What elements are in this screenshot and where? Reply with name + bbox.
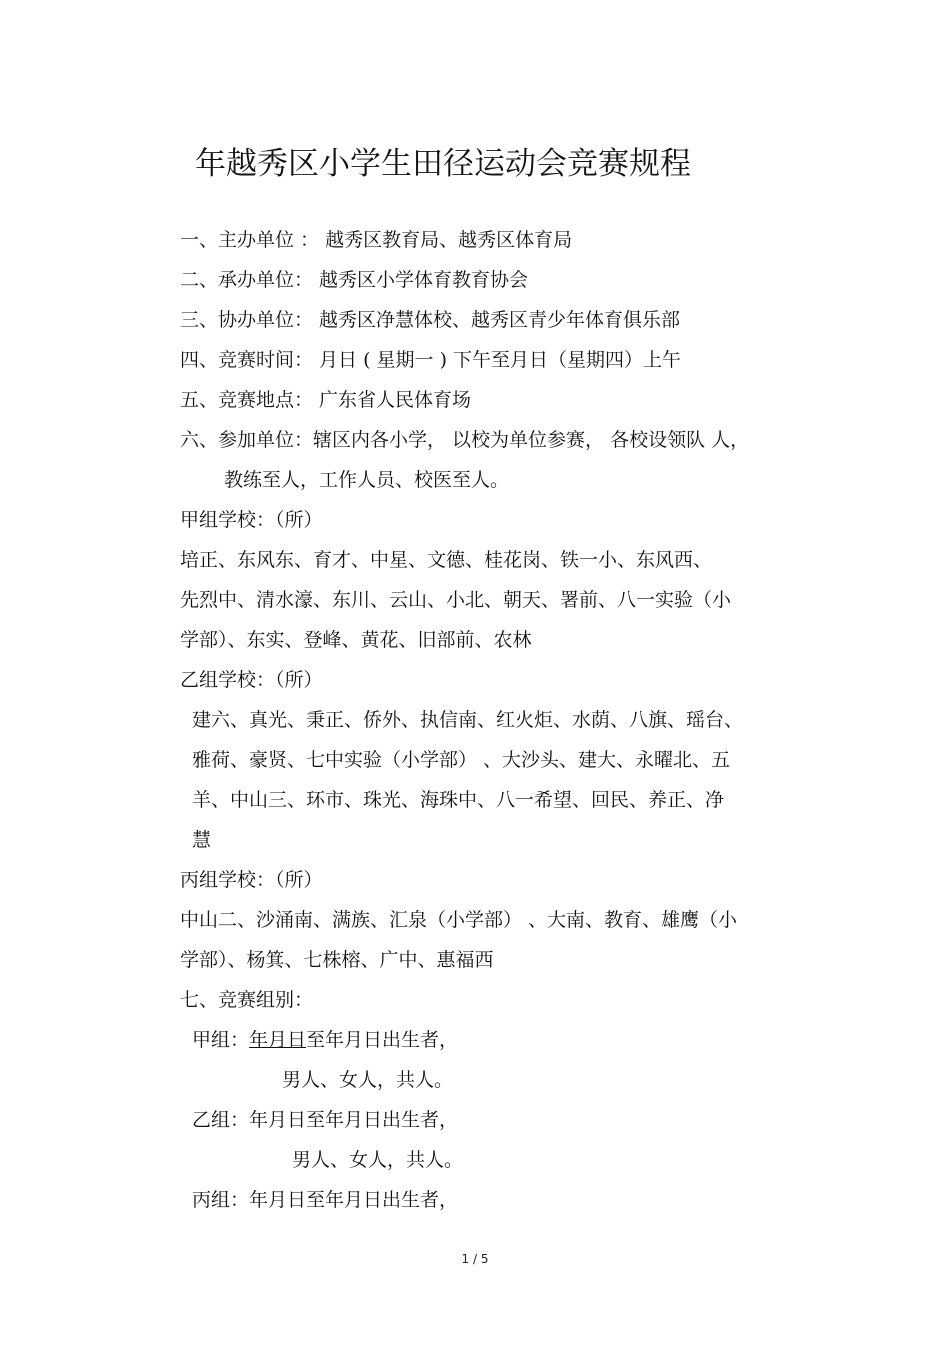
group-c-line: 中山二、沙涌南、满族、汇泉（小学部） 、大南、教育、雄鹰（小	[180, 909, 738, 931]
division-b-count: 男人、女人，共人。	[292, 1149, 464, 1171]
section-time: 四、竞赛时间： 月日 ( 星期一 ) 下午至月日（星期四）上午	[180, 349, 682, 371]
group-c-heading: 丙组学校：（所）	[180, 869, 323, 891]
section-host: 二、承办单位： 越秀区小学体育教育协会	[180, 269, 529, 291]
section-co-organizer: 三、协办单位： 越秀区净慧体校、越秀区青少年体育俱乐部	[180, 309, 681, 331]
group-a-line: 培正、东风东、育才、中星、文德、桂花岗、铁一小、东风西、	[180, 549, 713, 571]
division-a-underlined-date: 年月日	[249, 1029, 307, 1051]
divisions-heading: 七、竞赛组别：	[180, 989, 314, 1011]
division-b-line: 乙组：年月日至年月日出生者，	[192, 1109, 459, 1131]
section-participants-line1: 六、参加单位：辖区内各小学， 以校为单位参赛， 各校设领队 人，	[180, 429, 750, 451]
section-venue: 五、竞赛地点： 广东省人民体育场	[180, 389, 472, 411]
page-number: 1 / 5	[461, 1252, 489, 1266]
division-a-line	[192, 1028, 458, 1052]
group-b-line: 慧	[192, 829, 212, 851]
group-a-line: 学部）、东实、登峰、黄花、旧部前、农林	[180, 629, 532, 651]
document-title: 年越秀区小学生田径运动会竞赛规程	[195, 146, 691, 182]
group-a-heading: 甲组学校：（所）	[180, 509, 323, 531]
division-a-rest: 至年月日出生者，	[306, 1029, 459, 1051]
group-b-line: 建六、真光、秉正、侨外、执信南、红火炬、水荫、八旗、瑶台、	[192, 709, 744, 731]
group-c-line: 学部）、杨箕、七株榕、广中、惠福西	[180, 949, 494, 971]
section-participants-line2: 教练至人，工作人员、校医至人。	[224, 469, 510, 491]
division-a-count: 男人、女人，共人。	[282, 1069, 454, 1091]
group-b-line: 羊、中山三、环市、珠光、海珠中、八一希望、回民、养正、净	[192, 789, 725, 811]
group-b-heading: 乙组学校：（所）	[180, 669, 323, 691]
group-a-line: 先烈中、清水濠、东川、云山、小北、朝天、署前、八一实验（小	[180, 589, 732, 611]
group-b-line: 雅荷、豪贤、七中实验（小学部） 、大沙头、建大、永曜北、五	[192, 749, 731, 771]
division-c-line: 丙组：年月日至年月日出生者，	[192, 1189, 459, 1211]
section-organizer: 一、主办单位 ： 越秀区教育局、越秀区体育局	[180, 229, 573, 251]
division-a-label: 甲组：	[192, 1029, 250, 1051]
